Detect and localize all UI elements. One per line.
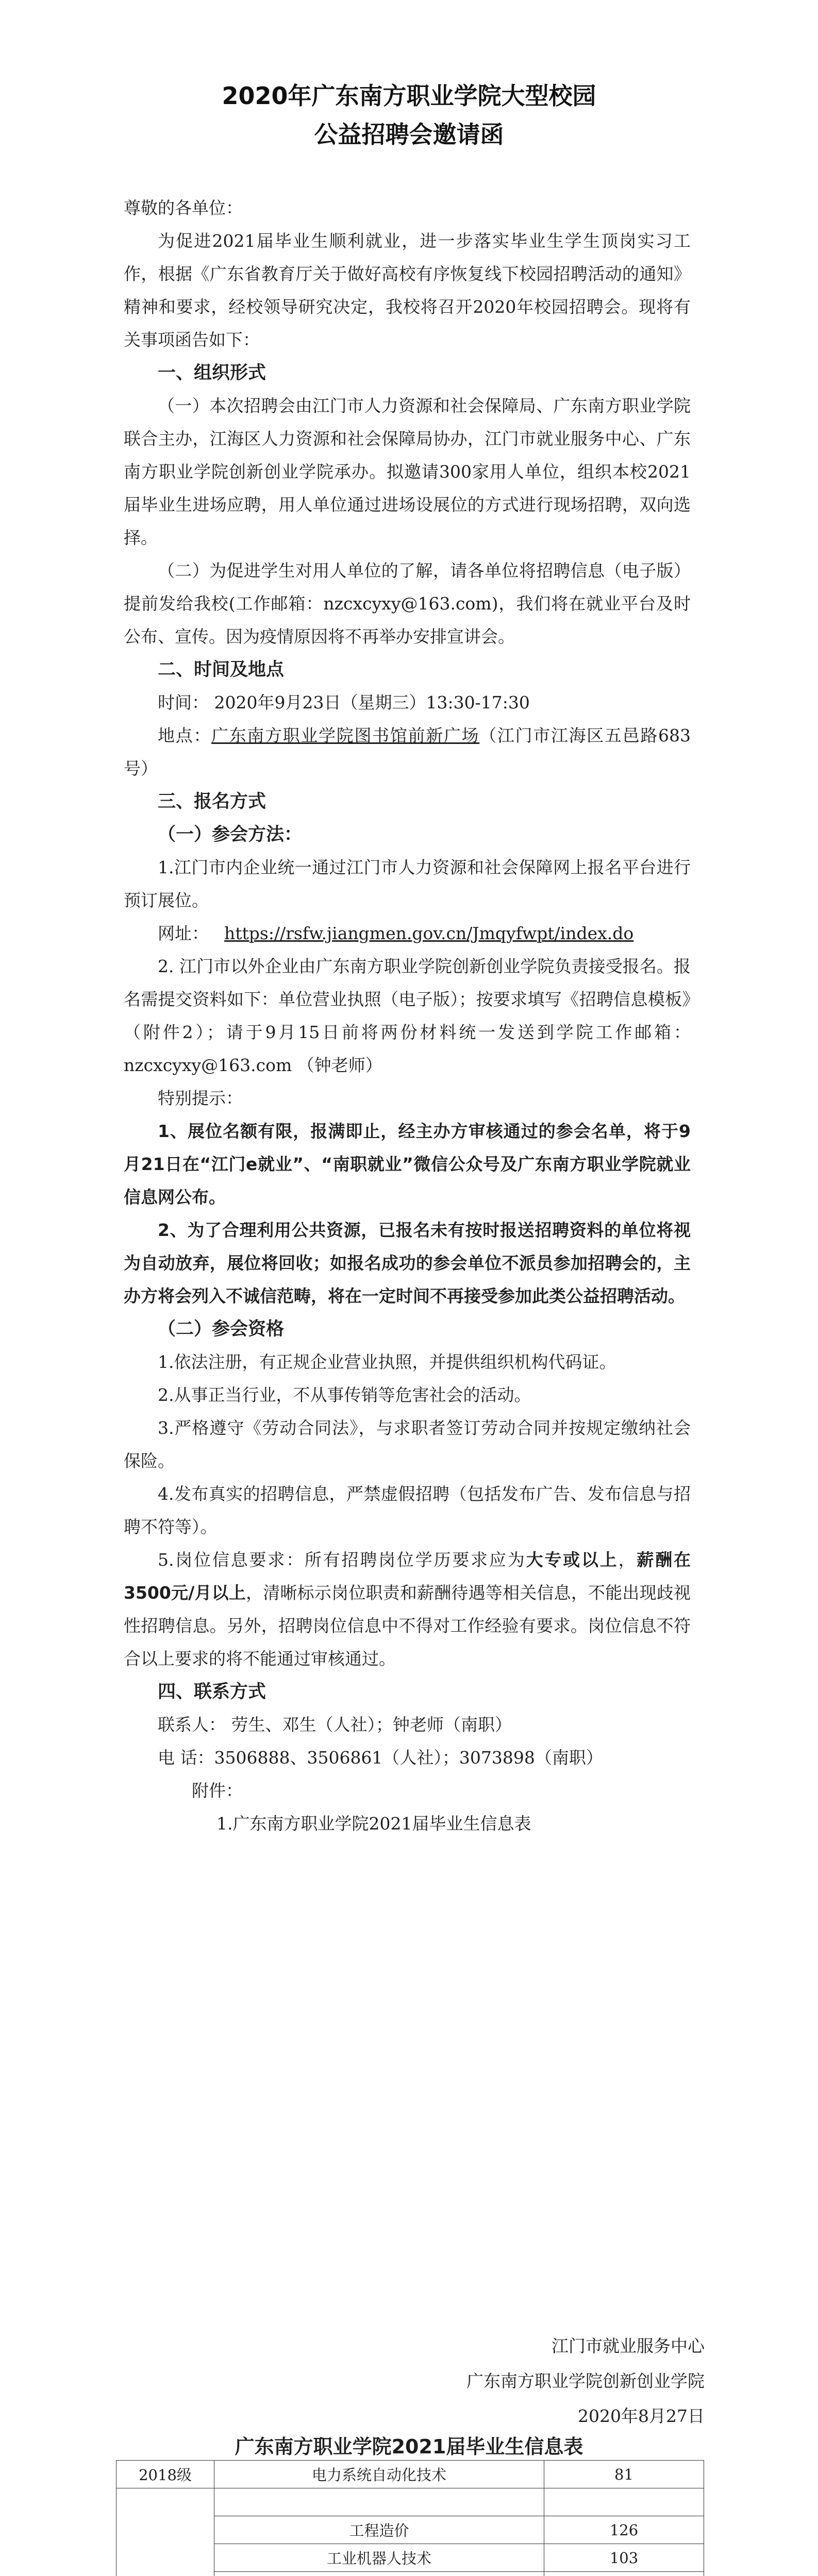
- graduate-info-table: [116, 2460, 704, 2576]
- major-cell: 工程造价: [214, 2516, 544, 2544]
- event-place: [124, 719, 691, 785]
- section-1-heading: 一、组织形式: [158, 363, 266, 383]
- section-1-paragraph-2: （二）为促进学生对用人单位的了解，请各单位将招聘信息（电子版）提前发给我校(工作邮箱：nzcxcyxy@163.com)，我们将在就业平台及时公布、宣传。因为疫情原因将不再举办安排宣讲会。: [124, 561, 691, 647]
- place-venue: 广东南方职业学院图书馆前新广场: [211, 725, 480, 745]
- special-tips-label: 特别提示：: [158, 1088, 243, 1108]
- table-row: [116, 2488, 704, 2516]
- greeting: 尊敬的各单位：: [124, 198, 243, 218]
- attachment-item-1: 1.广东南方职业学院2021届毕业生信息表: [216, 1814, 531, 1834]
- qualification-1: 1.依法注册，有正规企业营业执照，并提供组织机构代码证。: [158, 1352, 616, 1372]
- website-label: 网址：: [158, 923, 209, 943]
- table-row: [116, 2461, 704, 2488]
- place-label: 地点：: [158, 725, 212, 745]
- count-cell: [544, 2488, 704, 2516]
- q5-part-c: ，: [618, 1550, 637, 1570]
- title-line-2: 公益招聘会邀请函: [314, 121, 504, 148]
- signature-org-1: 江门市就业服务中心: [552, 2336, 705, 2356]
- count-cell: 103: [544, 2544, 704, 2572]
- major-cell: 工业机器人技术: [214, 2544, 544, 2572]
- letter-body: [124, 192, 691, 1840]
- major-cell: [214, 2488, 544, 2516]
- section-3-1-heading: （一）参会方法：: [158, 824, 303, 845]
- qualification-4: 4.发布真实的招聘信息，严禁虚假招聘（包括发布广告、发布信息与招聘不符等）。: [124, 1484, 691, 1537]
- q5-education-requirement: 大专或以上: [526, 1550, 619, 1570]
- qualification-5: [124, 1544, 691, 1675]
- special-tip-1: 1、展位名额有限，报满即止，经主办方审核通过的参会名单，将于9月21日在“江门e就业”、“南职就业”微信公众号及广东南方职业学院就业信息网公布。: [124, 1121, 691, 1207]
- signature-date: 2020年8月27日: [578, 2406, 705, 2426]
- count-cell: 81: [544, 2461, 704, 2488]
- contact-persons: 联系人： 劳生、邓生（人社）；钟老师（南职）: [158, 1715, 512, 1735]
- q5-part-a: 5.岗位信息要求：所有招聘岗位学历要求应为: [158, 1550, 526, 1570]
- section-3-heading: 三、报名方式: [158, 791, 266, 812]
- table-title: 广东南方职业学院2021届毕业生信息表: [235, 2435, 583, 2458]
- section-3-1-item-1: 1.江门市内企业统一通过江门市人力资源和社会保障网上报名平台进行预订展位。: [124, 857, 691, 910]
- section-3-1-item-2: 2. 江门市以外企业由广东南方职业学院创新创业学院负责接受报名。报名需提交资料如下：单位营业执照（电子版）；按要求填写《招聘信息模板》（附件2）；请于9月15日前将两份材料统一发送到学院工作邮箱：nzcxcyxy@163.com （钟老师）: [124, 956, 691, 1075]
- qualification-2: 2.从事正当行业，不从事传销等危害社会的活动。: [158, 1385, 531, 1405]
- intro-paragraph: 为促进2021届毕业生顺利就业，进一步落实毕业生学生顶岗实习工作，根据《广东省教育厅关于做好高校有序恢复线下校园招聘活动的通知》精神和要求，经校领导研究决定，我校将召开2020年校园招聘会。现将有关事项函告如下：: [124, 231, 691, 350]
- website-link[interactable]: https://rsfw.jiangmen.gov.cn/Jmqyfwpt/index.do: [224, 923, 634, 943]
- year-cell: [116, 2488, 214, 2576]
- section-1-paragraph-1: （一）本次招聘会由江门市人力资源和社会保障局、广东南方职业学院联合主办，江海区人力资源和社会保障局协办，江门市就业服务中心、广东南方职业学院创新创业学院承办。拟邀请300家用人单位，组织本校2021届毕业生进场应聘，用人单位通过进场设展位的方式进行现场招聘，双向选择。: [124, 396, 691, 548]
- title-line-1: 2020年广东南方职业学院大型校园: [222, 82, 596, 110]
- q5-salary-requirement: 薪酬在3500元/月以上: [124, 1550, 691, 1603]
- website-line: [124, 917, 691, 950]
- year-cell: 2018级: [116, 2461, 214, 2488]
- count-cell: 126: [544, 2516, 704, 2544]
- qualification-3: 3.严格遵守《劳动合同法》，与求职者签订劳动合同并按规定缴纳社会保险。: [124, 1418, 691, 1471]
- contact-phone: 电 话：3506888、3506861（人社）；3073898（南职）: [158, 1748, 603, 1768]
- major-cell: [214, 2572, 544, 2576]
- section-3-2-heading: （二）参会资格: [158, 1319, 285, 1340]
- count-cell: [544, 2572, 704, 2576]
- signature-block: [466, 2329, 705, 2434]
- place-address: （江门市江海区五邑路683号）: [124, 725, 691, 778]
- event-time: 时间： 2020年9月23日（星期三）13:30-17:30: [158, 692, 530, 713]
- section-2-heading: 二、时间及地点: [158, 659, 285, 680]
- signature-org-2: 广东南方职业学院创新创业学院: [466, 2371, 705, 2391]
- q5-part-e: ，清晰标示岗位职责和薪酬待遇等相关信息，不能出现歧视性招聘信息。另外，招聘岗位信息中不得对工作经验有要求。岗位信息不符合以上要求的将不能通过审核通过。: [124, 1583, 691, 1669]
- section-4-heading: 四、联系方式: [158, 1682, 266, 1702]
- attachment-label: 附件：: [192, 1781, 243, 1801]
- major-cell: 电力系统自动化技术: [214, 2461, 544, 2488]
- special-tip-2: 2、为了合理利用公共资源，已报名未有按时报送招聘资料的单位将视为自动放弃，展位将回收；如报名成功的参会单位不派员参加招聘会的，主办方将会列入不诚信范畴，将在一定时间不再接受参加此类公益招聘活动。: [124, 1220, 691, 1306]
